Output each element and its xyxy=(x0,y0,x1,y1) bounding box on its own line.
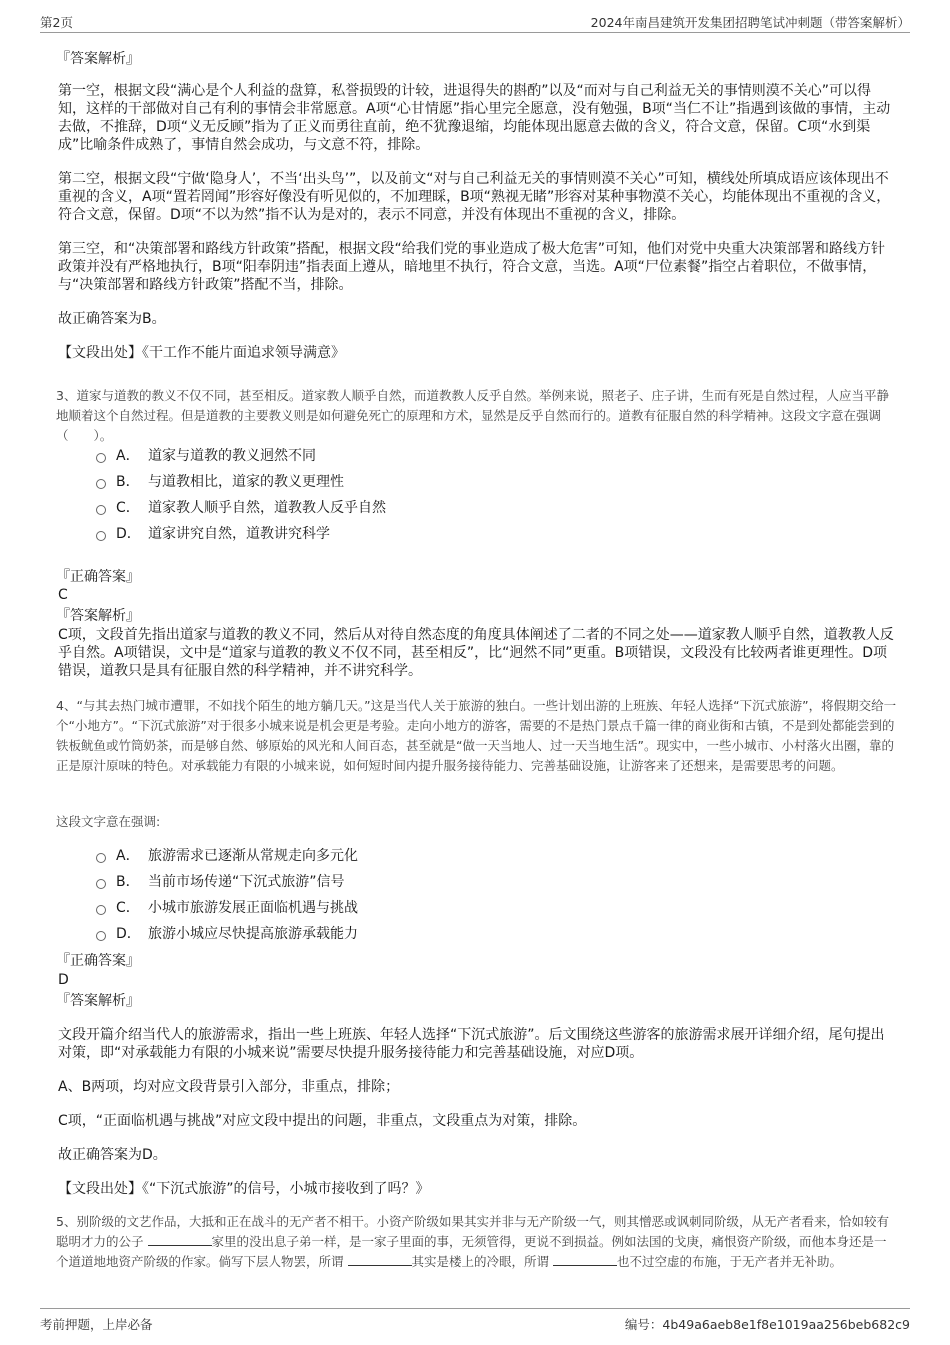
option-text: 道家与道教的教义迥然不同 xyxy=(148,448,316,464)
radio-icon[interactable] xyxy=(96,505,106,515)
q4-option-b[interactable] xyxy=(96,872,345,892)
radio-icon[interactable] xyxy=(96,905,106,915)
q3-analysis-label: 『答案解析』 xyxy=(56,608,140,624)
q4-prompt: 这段文字意在强调: xyxy=(56,814,161,829)
option-letter: A． xyxy=(116,448,140,464)
q3-option-d[interactable] xyxy=(96,524,330,544)
q3-stem: 3、道家与道教的教义不仅不同，甚至相反。道家教人顺乎自然，而道教教人反乎自然。举例来说，照老子、庄子讲，生而有死是自然过程，人应当平静地顺着这个自然过程。但是道教的主要教义则是如何避免死亡的原理和方术，显然是反乎自然而行的。道教有征服自然的科学精神。这段文字意在强调（ ）。 xyxy=(56,388,889,443)
prev-analysis-para-2: 第二空，根据文段“宁做‘隐身人’，不当‘出头鸟’”，以及前文“对与自己利益无关的事情则漠不关心”可知，横线处所填成语应该体现出不重视的含义，A项“置若罔闻”形容好像没有听见似的，不加理睬，B项“熟视无睹”形容对某种事物漠不关心，均能体现出不重视的含义，符合文意，保留。D项“不以为然”指不认为是对的，表示不同意，并没有体现出不重视的含义，排除。 xyxy=(58,171,891,223)
radio-icon[interactable] xyxy=(96,879,106,889)
option-text: 当前市场传递“下沉式旅游”信号 xyxy=(148,874,345,890)
prev-answer-conclusion: 故正确答案为B。 xyxy=(58,311,166,327)
radio-icon[interactable] xyxy=(96,853,106,863)
radio-icon[interactable] xyxy=(96,531,106,541)
option-text: 小城市旅游发展正面临机遇与挑战 xyxy=(148,900,358,916)
option-letter: B． xyxy=(116,874,140,890)
prev-analysis-para-3: 第三空，和“决策部署和路线方针政策”搭配，根据文段“给我们党的事业造成了极大危害”可知，他们对党中央重大决策部署和路线方针政策并没有严格地执行，B项“阳奉阴违”指表面上遵从，暗地里不执行，符合文意，当选。A项“尸位素餐”指空占着职位，不做事情，与“决策部署和路线方针政策”搭配不当，排除。 xyxy=(58,241,886,293)
q5-blank-2[interactable] xyxy=(348,1253,412,1266)
q4-analysis-para-3: C项，“正面临机遇与挑战”对应文段中提出的问题，非重点，文段重点为对策，排除。 xyxy=(58,1113,587,1129)
radio-icon[interactable] xyxy=(96,931,106,941)
q4-option-a[interactable] xyxy=(96,846,358,866)
q4-analysis-label: 『答案解析』 xyxy=(56,993,140,1009)
q4-answer-conclusion: 故正确答案为D。 xyxy=(58,1147,167,1163)
q3-option-c[interactable] xyxy=(96,498,386,518)
q5-stem-part-2: 家里的没出息子弟一样，是一家子里面的事，无须管得，更说不到损益。例如法国的戈庚，痛恨资产阶级，而他本身还是一个道道地地资产阶级的作家。倘写下层人物罢，所谓 xyxy=(56,1234,887,1269)
q4-stem: 4、“与其去热门城市遭罪，不如找个陌生的地方躺几天。”这是当代人关于旅游的独白。一些计划出游的上班族、年轻人选择“下沉式旅游”，将假期交给一个“小地方”。“下沉式旅游”对于很多小城来说是机会更是考验。走向小地方的游客，需要的不是热门景点千篇一律的商业街和古镇，不是到处都能尝到的铁板鱿鱼或竹筒奶茶，而是够自然、够原始的风光和人间百态，甚至就是“做一天当地人、过一天当地生活”。现实中，一些小城市、小村落火出圈，靠的正是原汁原味的特色。对承载能力有限的小城来说，如何短时间内提升服务接待能力、完善基础设施，让游客来了还想来，是需要思考的问题。 xyxy=(56,698,897,773)
q3-option-b[interactable] xyxy=(96,472,344,492)
radio-icon[interactable] xyxy=(96,453,106,463)
q4-correct-label: 『正确答案』 xyxy=(56,953,140,969)
q3-correct-label: 『正确答案』 xyxy=(56,569,140,585)
q3-option-a[interactable] xyxy=(96,446,316,466)
prev-analysis-para-1: 第一空，根据文段“满心是个人利益的盘算，私誉损毁的计较，进退得失的斟酌”以及“而对与自己利益无关的事情则漠不关心”可以得知，这样的干部做对自己有利的事情会非常愿意。A项“心甘情愿”指心里完全愿意，没有勉强，B项“当仁不让”指遇到该做的事情，主动去做，不推辞，D项“义无反顾”指为了正义而勇往直前，绝不犹豫退缩，均能体现出愿意去做的含义，符合文意，保留。C项“水到渠成”比喻条件成熟了，事情自然会成功，与文意不符，排除。 xyxy=(58,83,891,153)
q4-correct-answer: D xyxy=(58,972,69,988)
q5-stem-part-4: 也不过空虚的布施，于无产者并无补助。 xyxy=(617,1254,843,1269)
q4-option-d[interactable] xyxy=(96,924,358,944)
q3-analysis: C项，文段首先指出道家与道教的教义不同，然后从对待自然态度的角度具体阐述了二者的不同之处——道家教人顺乎自然，道教教人反乎自然。A项错误，文中是“道家与道教的教义不仅不同，甚至相反”，比“迥然不同”更重。B项错误，文段没有比较两者谁更理性。D项错误，道教只是具有征服自然的科学精神，并不讲究科学。 xyxy=(58,627,894,679)
q4-option-c[interactable] xyxy=(96,898,358,918)
prev-source: 【文段出处】《干工作不能片面追求领导满意》 xyxy=(58,345,345,361)
footer-slogan: 考前押题，上岸必备 xyxy=(40,1317,153,1332)
q5-blank-1[interactable] xyxy=(148,1233,212,1246)
document-id: 编号：4b49a6aeb8e1f8e1019aa256beb682c9 xyxy=(624,1317,910,1332)
q4-analysis-para-2: A、B两项，均对应文段背景引入部分，非重点，排除； xyxy=(58,1079,400,1095)
page-footer xyxy=(40,1308,910,1335)
option-letter: A． xyxy=(116,848,140,864)
option-letter: D． xyxy=(116,926,141,942)
q5-blank-3[interactable] xyxy=(553,1253,617,1266)
page-number: 第2页 xyxy=(40,15,73,30)
q5-stem xyxy=(56,1212,898,1272)
prev-analysis-label: 『答案解析』 xyxy=(56,51,140,67)
option-text: 与道教相比，道家的教义更理性 xyxy=(148,474,344,490)
option-letter: D． xyxy=(116,526,141,542)
q4-source: 【文段出处】《“下沉式旅游”的信号，小城市接收到了吗？》 xyxy=(58,1181,430,1197)
option-letter: B． xyxy=(116,474,140,490)
q4-analysis-para-1: 文段开篇介绍当代人的旅游需求，指出一些上班族、年轻人选择“下沉式旅游”。后文围绕这些游客的旅游需求展开详细介绍，尾句提出对策，即“对承载能力有限的小城来说”需要尽快提升服务接待能力和完善基础设施，对应D项。 xyxy=(58,1027,885,1061)
option-letter: C． xyxy=(116,500,140,516)
option-text: 道家讲究自然，道教讲究科学 xyxy=(148,526,330,542)
option-text: 道家教人顺乎自然，道教教人反乎自然 xyxy=(148,500,386,516)
page-header xyxy=(40,10,910,33)
radio-icon[interactable] xyxy=(96,479,106,489)
option-letter: C． xyxy=(116,900,140,916)
document-title: 2024年南昌建筑开发集团招聘笔试冲刺题（带答案解析） xyxy=(590,15,910,30)
q5-stem-part-3: 其实是楼上的冷眼，所谓 xyxy=(411,1254,550,1269)
q3-correct-answer: C xyxy=(58,587,68,603)
option-text: 旅游小城应尽快提高旅游承载能力 xyxy=(148,926,358,942)
q5-stem-part-1: 5、别阶级的文艺作品，大抵和正在战斗的无产者不相干。小资产阶级如果其实并非与无产阶级一气，则其憎恶或讽刺同阶级，从无产者看来，恰如较有聪明才力的公子 xyxy=(56,1214,889,1249)
option-text: 旅游需求已逐渐从常规走向多元化 xyxy=(148,848,358,864)
